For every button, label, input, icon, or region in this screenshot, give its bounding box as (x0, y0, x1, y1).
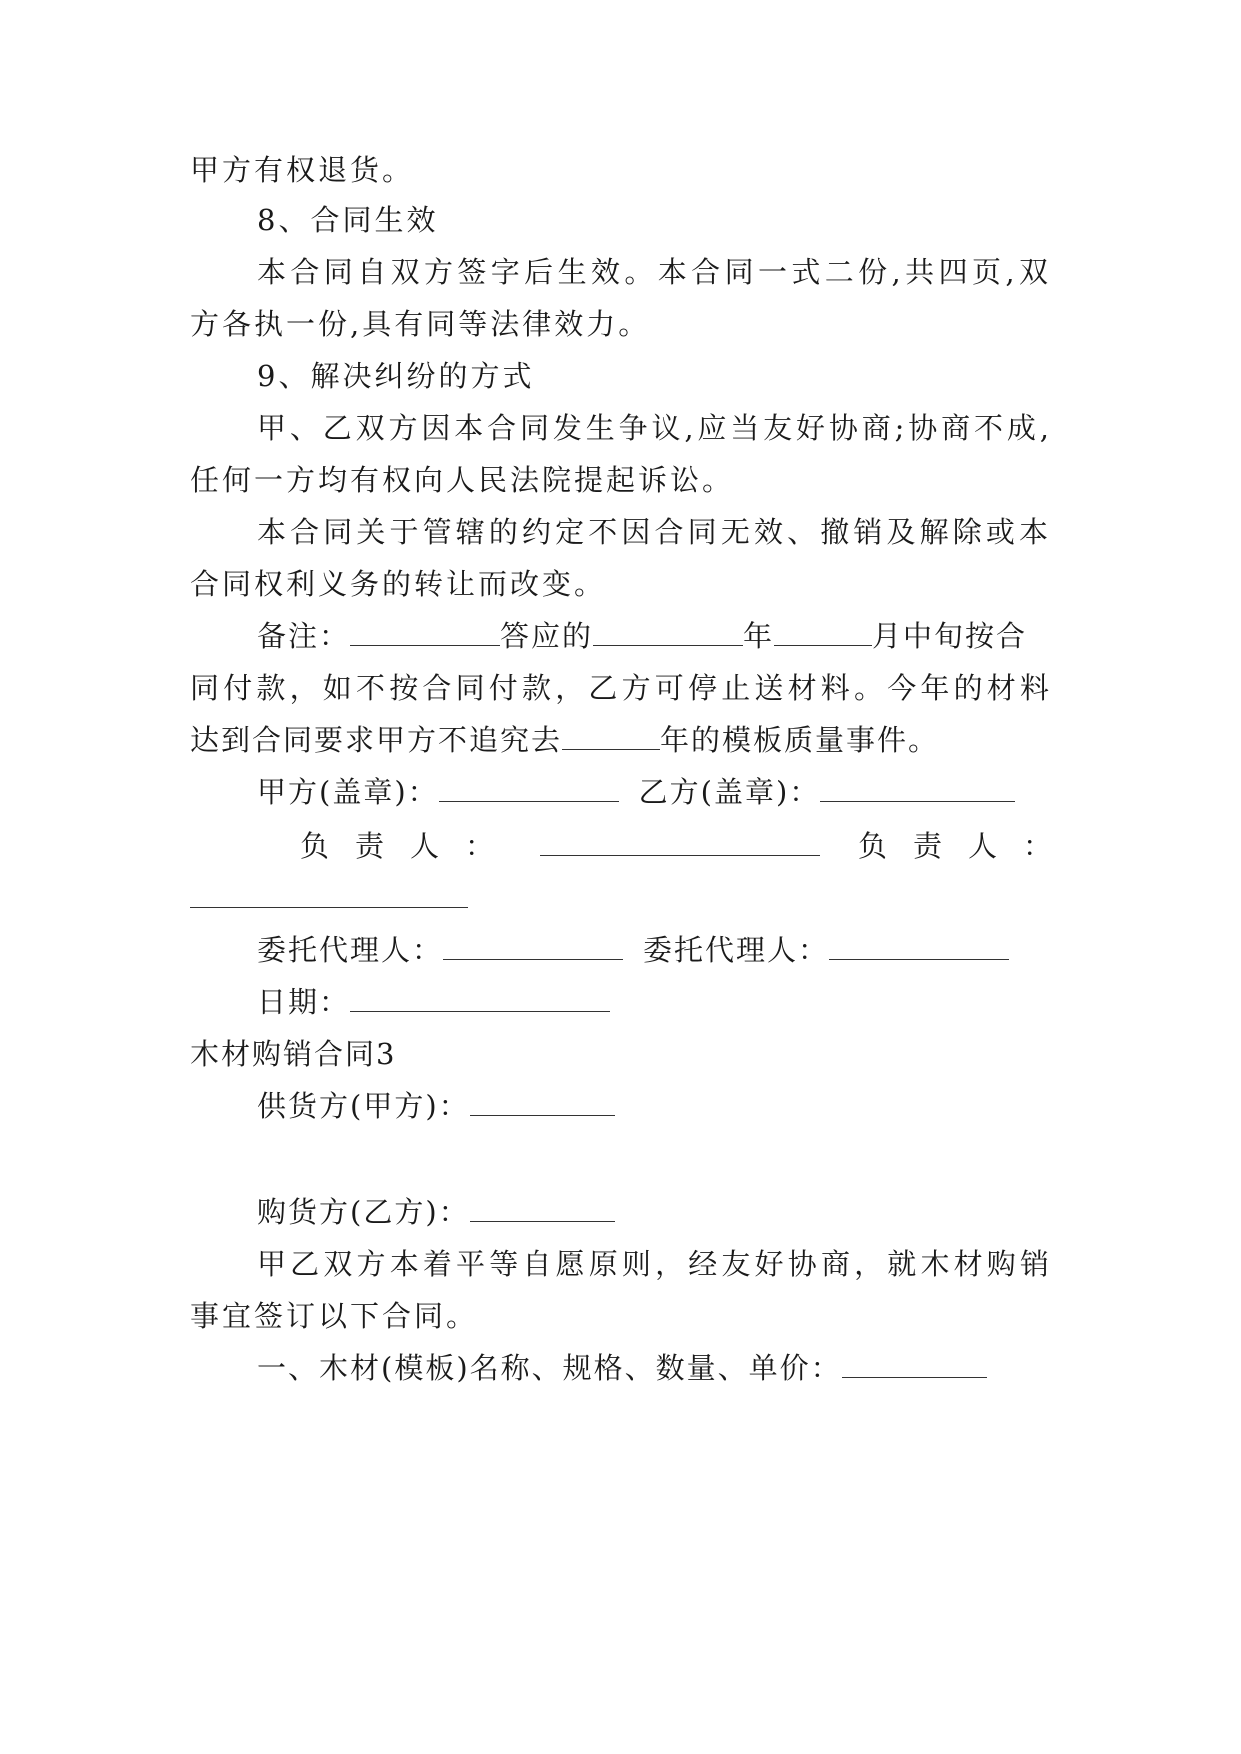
date-line (257, 982, 610, 1022)
clause-1-blank (842, 1349, 987, 1378)
text-line: 甲、乙双方因本合同发生争议,应当友好协商;协商不成, (257, 411, 1050, 445)
supplier-line (257, 1086, 615, 1126)
text-line: 甲方有权退货。 (190, 153, 415, 187)
supplier-blank (470, 1087, 615, 1116)
clause-1-line (257, 1348, 987, 1388)
party-a-agent-blank (443, 931, 623, 960)
party-a-manager-blank (540, 827, 820, 856)
party-b-seal-label: 乙方(盖章)： (638, 775, 821, 809)
party-a-agent-label: 委托代理人： (257, 933, 444, 967)
signature-line-manager (300, 826, 1078, 866)
clause-1-label: 一、木材(模板)名称、规格、数量、单价： (257, 1351, 842, 1385)
buyer-line (257, 1192, 615, 1232)
party-b-manager-blank (190, 879, 468, 908)
signature-line-seal (257, 772, 1015, 812)
remarks-label: 备注： (257, 619, 351, 653)
supplier-label: 供货方(甲方)： (257, 1089, 470, 1123)
party-b-manager-label: 负责人： (858, 829, 1079, 863)
party-b-seal-blank (820, 773, 1015, 802)
text-fragment: 达到合同要求甲方不追究去 (190, 723, 563, 757)
blank-field (774, 617, 872, 646)
text-line: 任何一方均有权向人民法院提起诉讼。 (190, 463, 735, 497)
text-fragment: 答应的 (500, 619, 594, 653)
text-line: 同付款，如不按合同付款，乙方可停止送材料。今年的材料 (190, 671, 1050, 705)
blank-field (562, 721, 660, 750)
signature-line-agent (257, 930, 1009, 970)
buyer-blank (470, 1193, 615, 1222)
remarks-line (257, 616, 1027, 656)
signature-line-manager-cont (190, 878, 468, 918)
blank-field (593, 617, 743, 646)
blank-field (350, 617, 500, 646)
party-b-agent-label: 委托代理人： (643, 933, 830, 967)
text-line: 合同权利义务的转让而改变。 (190, 567, 607, 601)
text-line: 方各执一份,具有同等法律效力。 (190, 307, 651, 341)
party-b-agent-blank (829, 931, 1009, 960)
text-line (190, 720, 939, 760)
party-a-seal-blank (439, 773, 619, 802)
section-heading-8: 8、合同生效 (257, 203, 439, 237)
date-blank (350, 983, 610, 1012)
contract-title: 木材购销合同3 (190, 1037, 397, 1071)
text-line: 本合同自双方签字后生效。本合同一式二份,共四页,双 (257, 255, 1050, 289)
party-a-manager-label: 负责人： (300, 829, 521, 863)
text-line: 甲乙双方本着平等自愿原则，经友好协商，就木材购销 (257, 1247, 1050, 1281)
section-heading-9: 9、解决纠纷的方式 (257, 359, 535, 393)
text-line: 事宜签订以下合同。 (190, 1299, 479, 1333)
text-fragment: 年 (743, 619, 775, 653)
party-a-seal-label: 甲方(盖章)： (257, 775, 439, 809)
date-label: 日期： (257, 985, 351, 1019)
text-fragment: 年的模板质量事件。 (660, 723, 940, 757)
text-fragment: 月中旬按合 (872, 619, 1028, 653)
text-line: 本合同关于管辖的约定不因合同无效、撤销及解除或本 (257, 515, 1050, 549)
buyer-label: 购货方(乙方)： (257, 1195, 470, 1229)
